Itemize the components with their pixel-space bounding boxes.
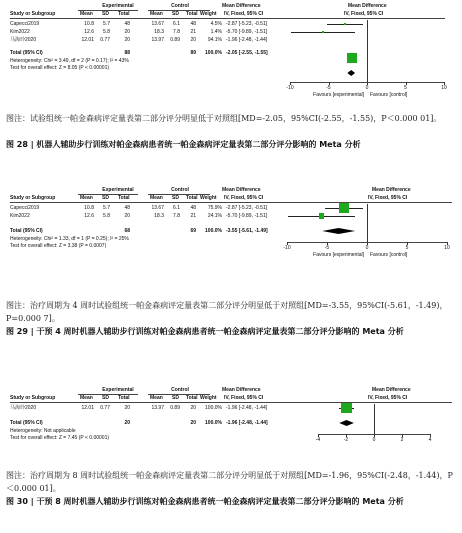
figure-title-29: 图 29 | 干预 4 周时机器人辅助步行训练对帕金森病患者统一帕金森病评定量表第二部分评分影响的 Meta 分析 xyxy=(6,327,404,336)
col-total: Total xyxy=(186,195,198,201)
col-study: Study or Subgroup xyxy=(10,195,56,201)
col-sd: SD xyxy=(172,11,179,17)
header-experimental: Experimental xyxy=(102,3,134,9)
col-total: Total xyxy=(118,11,130,17)
total-ci: -2.05 [-2.55, -1.55] xyxy=(226,50,268,56)
x-tick-label: 5 xyxy=(405,245,409,251)
total-n-exp: 88 xyxy=(124,50,130,56)
cell-sd: 7.8 xyxy=(173,213,180,219)
heterogeneity: Heterogeneity: Chi² = 1.33, df = 1 (P = 0.25); I² = 25% xyxy=(10,236,129,242)
cell-sd: 5.8 xyxy=(103,29,110,35)
cell-mean: 13.67 xyxy=(151,21,164,27)
cell-total: 21 xyxy=(190,29,196,35)
study-name: 马海玲2020 xyxy=(10,37,37,43)
cell-total: 20 xyxy=(124,405,130,411)
cell-ci: -1.96 [-2.48, -1.44] xyxy=(226,405,268,411)
col-study: Study or Subgroup xyxy=(10,395,56,401)
cell-sd: 5.7 xyxy=(103,205,110,211)
header-md-left: Mean Difference xyxy=(222,387,261,393)
x-tick-label: 4 xyxy=(428,437,432,443)
cell-mean: 12.01 xyxy=(81,405,94,411)
pooled-diamond xyxy=(0,0,462,112)
col-sd: SD xyxy=(102,395,109,401)
study-name: 马海玲2020 xyxy=(10,405,37,411)
cell-weight: 100.0% xyxy=(205,405,222,411)
total-ci: -1.96 [-2.48, -1.44] xyxy=(226,420,268,426)
x-tick-label: -10 xyxy=(283,245,291,251)
x-tick-label: -5 xyxy=(324,245,330,251)
cell-sd: 0.89 xyxy=(170,37,180,43)
header-control: Control xyxy=(171,387,189,393)
favours-control: Favours [control] xyxy=(370,92,408,98)
cell-ci: -2.87 [-5.23, -0.51] xyxy=(226,21,268,27)
cell-mean: 10.8 xyxy=(84,21,94,27)
header-experimental: Experimental xyxy=(102,387,134,393)
cell-sd: 7.8 xyxy=(173,29,180,35)
cell-total: 48 xyxy=(190,21,196,27)
col-mean: Mean xyxy=(150,11,163,17)
header-control: Control xyxy=(171,3,189,9)
study-name: Capecci2019 xyxy=(10,21,40,27)
cell-sd: 5.8 xyxy=(103,213,110,219)
col-sd: SD xyxy=(172,195,179,201)
header-md-right: Mean Difference xyxy=(372,387,411,393)
cell-total: 48 xyxy=(190,205,196,211)
col-ci: IV, Fixed, 95% CI xyxy=(224,11,264,17)
overall-effect: Test for overall effect: Z = 3.38 (P = 0.0007) xyxy=(10,243,107,249)
cell-sd: 5.7 xyxy=(103,21,110,27)
x-tick-label: 0 xyxy=(372,437,376,443)
header-md-right: Mean Difference xyxy=(348,3,387,9)
favours-experimental: Favours [experimental] xyxy=(313,252,364,258)
heterogeneity: Heterogeneity: Chi² = 3.49, df = 2 (P = 0.17); I² = 43% xyxy=(10,58,129,64)
x-tick-label: 0 xyxy=(365,245,369,251)
cell-ci: -5.70 [-9.89, -1.51] xyxy=(226,29,268,35)
x-tick-label: 10 xyxy=(441,85,447,91)
col-weight: Weight xyxy=(200,395,217,401)
col-ci-plot: IV, Fixed, 95% CI xyxy=(368,395,408,401)
cell-sd: 6.1 xyxy=(173,205,180,211)
x-tick-label: -2 xyxy=(343,437,349,443)
cell-total: 20 xyxy=(124,37,130,43)
col-mean: Mean xyxy=(150,195,163,201)
cell-mean: 13.97 xyxy=(151,405,164,411)
x-tick-label: -5 xyxy=(326,85,331,91)
cell-total: 20 xyxy=(124,213,130,219)
cell-ci: -2.87 [-5.23, -0.51] xyxy=(226,205,268,211)
cell-mean: 18.3 xyxy=(154,29,164,35)
total-n-exp: 68 xyxy=(124,228,130,234)
header-md-left: Mean Difference xyxy=(222,187,261,193)
total-n-ctl: 20 xyxy=(190,420,196,426)
cell-total: 48 xyxy=(124,21,130,27)
col-weight: Weight xyxy=(200,195,217,201)
x-tick-label: -10 xyxy=(286,85,294,91)
study-name: Kim2022 xyxy=(10,29,30,35)
cell-weight: 4.5% xyxy=(210,21,222,27)
forest-plot-1 xyxy=(0,0,462,112)
figure-title-28: 图 28 | 机器人辅助步行训练对帕金森病患者统一帕金森病评定量表第二部分评分影响的 Meta 分析 xyxy=(6,140,361,149)
favours-control: Favours [control] xyxy=(370,252,408,258)
cell-sd: 6.1 xyxy=(173,21,180,27)
cell-ci: -5.70 [-9.89, -1.51] xyxy=(226,213,268,219)
col-weight: Weight xyxy=(200,11,217,17)
caption-note-29: 图注：治疗周期为 4 周时试验组统一帕金森病评定量表第二部分评分明显低于对照组[MD=-3.55，95%CI(-5.61，-1.49)，P=0.000 7]。 xyxy=(6,301,448,323)
cell-total: 20 xyxy=(190,405,196,411)
col-mean: Mean xyxy=(80,11,93,17)
caption-note-28: 图注：试验组统一帕金森病评定量表第二部分评分明显低于对照组[MD=-2.05，95%CI(-2.55，-1.55)，P＜0.000 01]。 xyxy=(6,114,442,123)
col-sd: SD xyxy=(102,195,109,201)
cell-mean: 12.01 xyxy=(81,37,94,43)
col-ci-plot: IV, Fixed, 95% CI xyxy=(368,195,408,201)
col-mean: Mean xyxy=(150,395,163,401)
cell-weight: 1.4% xyxy=(210,29,222,35)
cell-mean: 12.6 xyxy=(84,29,94,35)
x-tick-label: 10 xyxy=(444,245,450,251)
header-control: Control xyxy=(171,187,189,193)
figure-title-30: 图 30 | 干预 8 周时机器人辅助步行训练对帕金森病患者统一帕金森病评定量表第二部分评分影响的 Meta 分析 xyxy=(6,497,404,506)
pooled-diamond xyxy=(0,184,462,299)
col-ci: IV, Fixed, 95% CI xyxy=(224,395,264,401)
total-label: Total (95% CI) xyxy=(10,420,43,426)
col-ci-plot: IV, Fixed, 95% CI xyxy=(344,11,384,17)
total-label: Total (95% CI) xyxy=(10,50,43,56)
study-name: Kim2022 xyxy=(10,213,30,219)
header-experimental: Experimental xyxy=(102,187,134,193)
cell-weight: 75.9% xyxy=(207,205,222,211)
cell-mean: 13.67 xyxy=(151,205,164,211)
total-weight: 100.0% xyxy=(205,50,222,56)
cell-weight: 94.1% xyxy=(207,37,222,43)
x-tick-label: 2 xyxy=(400,437,404,443)
overall-effect: Test for overall effect: Z = 8.05 (P < 0.00001) xyxy=(10,65,110,71)
cell-sd: 0.77 xyxy=(100,37,110,43)
cell-mean: 10.8 xyxy=(84,205,94,211)
study-name: Capecci2019 xyxy=(10,205,40,211)
caption-note-30: 图注：治疗周期为 8 周时试验组统一帕金森病评定量表第二部分评分明显低于对照组[MD=-1.96，95%CI(-2.48，-1.44)，P＜0.000 01]。 xyxy=(6,471,453,493)
col-mean: Mean xyxy=(80,395,93,401)
cell-total: 20 xyxy=(124,29,130,35)
col-total: Total xyxy=(118,395,130,401)
col-total: Total xyxy=(186,11,198,17)
cell-total: 48 xyxy=(124,205,130,211)
cell-ci: -1.96 [-2.48, -1.44] xyxy=(226,37,268,43)
cell-mean: 13.97 xyxy=(151,37,164,43)
total-weight: 100.0% xyxy=(205,420,222,426)
total-n-exp: 20 xyxy=(124,420,130,426)
total-ci: -3.55 [-5.61, -1.49] xyxy=(226,228,268,234)
x-tick-label: 0 xyxy=(365,85,369,91)
cell-total: 21 xyxy=(190,213,196,219)
total-label: Total (95% CI) xyxy=(10,228,43,234)
forest-plot-2 xyxy=(0,184,462,299)
cell-sd: 0.77 xyxy=(100,405,110,411)
cell-sd: 0.89 xyxy=(170,405,180,411)
col-total: Total xyxy=(186,395,198,401)
cell-mean: 12.6 xyxy=(84,213,94,219)
x-tick-label: 5 xyxy=(404,85,407,91)
header-md-right: Mean Difference xyxy=(372,187,411,193)
col-mean: Mean xyxy=(80,195,93,201)
cell-total: 20 xyxy=(190,37,196,43)
col-sd: SD xyxy=(172,395,179,401)
overall-effect: Test for overall effect: Z = 7.45 (P < 0.00001) xyxy=(10,435,110,441)
heterogeneity: Heterogeneity: Not applicable xyxy=(10,428,76,434)
total-weight: 100.0% xyxy=(205,228,222,234)
total-n-ctl: 89 xyxy=(190,50,196,56)
col-total: Total xyxy=(118,195,130,201)
col-ci: IV, Fixed, 95% CI xyxy=(224,195,264,201)
cell-weight: 24.1% xyxy=(207,213,222,219)
col-study: Study or Subgroup xyxy=(10,11,56,17)
cell-mean: 18.3 xyxy=(154,213,164,219)
col-sd: SD xyxy=(102,11,109,17)
header-md-left: Mean Difference xyxy=(222,3,261,9)
favours-experimental: Favours [experimental] xyxy=(313,92,364,98)
total-n-ctl: 69 xyxy=(190,228,196,234)
x-tick-label: -4 xyxy=(315,437,321,443)
